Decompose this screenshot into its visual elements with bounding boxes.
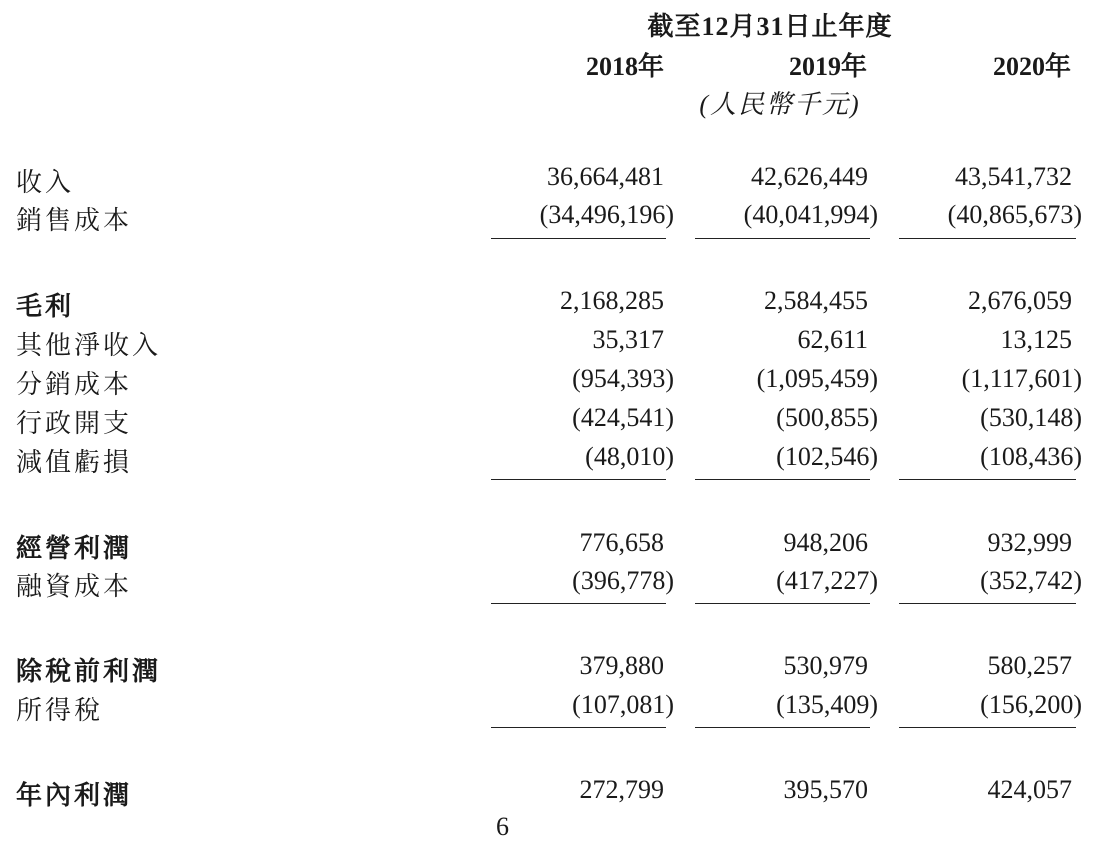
page-number: 6: [496, 812, 509, 841]
cell-finance-costs-2019: (417,227): [776, 566, 878, 595]
subtotal-rule: [899, 238, 1076, 239]
cell-profit-for-year-2020: 424,057: [987, 775, 1072, 804]
subtotal-rule: [491, 727, 666, 728]
row-label-operating-profit: 經營利潤: [16, 534, 133, 563]
row-label-income-tax: 所得稅: [16, 696, 104, 725]
row-label-other-net-income: 其他淨收入: [16, 331, 162, 360]
subtotal-rule: [899, 727, 1076, 728]
cell-operating-profit-2018: 776,658: [579, 528, 664, 557]
period-heading: 截至12月31日止年度: [647, 12, 893, 41]
year-header-2020: 2020年: [992, 52, 1071, 81]
cell-revenue-2019: 42,626,449: [751, 162, 868, 191]
cell-profit-before-tax-2019: 530,979: [783, 651, 868, 680]
cell-income-tax-2020: (156,200): [980, 690, 1082, 719]
row-label-distribution-costs: 分銷成本: [16, 370, 133, 399]
cell-income-tax-2018: (107,081): [572, 690, 674, 719]
row-label-finance-costs: 融資成本: [16, 572, 133, 601]
cell-impairment-losses-2019: (102,546): [776, 442, 878, 471]
subtotal-rule: [491, 603, 666, 604]
cell-gross-profit-2020: 2,676,059: [968, 286, 1072, 315]
cell-distribution-costs-2020: (1,117,601): [961, 364, 1082, 393]
row-label-profit-for-year: 年內利潤: [16, 781, 133, 810]
cell-cost-of-sales-2018: (34,496,196): [539, 200, 674, 229]
year-header-2018: 2018年: [585, 52, 664, 81]
cell-profit-before-tax-2020: 580,257: [987, 651, 1072, 680]
subtotal-rule: [899, 479, 1076, 480]
cell-profit-for-year-2019: 395,570: [783, 775, 868, 804]
subtotal-rule: [491, 238, 666, 239]
cell-other-net-income-2019: 62,611: [797, 325, 868, 354]
row-label-impairment-losses: 減值虧損: [16, 448, 133, 477]
cell-impairment-losses-2018: (48,010): [585, 442, 674, 471]
cell-gross-profit-2019: 2,584,455: [764, 286, 868, 315]
cell-other-net-income-2018: 35,317: [592, 325, 664, 354]
cell-finance-costs-2020: (352,742): [980, 566, 1082, 595]
cell-revenue-2020: 43,541,732: [955, 162, 1072, 191]
cell-gross-profit-2018: 2,168,285: [560, 286, 664, 315]
year-header-2019: 2019年: [788, 52, 867, 81]
cell-finance-costs-2018: (396,778): [572, 566, 674, 595]
row-label-admin-expenses: 行政開支: [16, 409, 133, 438]
subtotal-rule: [695, 479, 870, 480]
cell-other-net-income-2020: 13,125: [1000, 325, 1072, 354]
cell-cost-of-sales-2020: (40,865,673): [947, 200, 1082, 229]
cell-admin-expenses-2019: (500,855): [776, 403, 878, 432]
subtotal-rule: [491, 479, 666, 480]
cell-admin-expenses-2018: (424,541): [572, 403, 674, 432]
currency-unit: (人民幣千元): [699, 90, 861, 119]
cell-profit-for-year-2018: 272,799: [579, 775, 664, 804]
cell-impairment-losses-2020: (108,436): [980, 442, 1082, 471]
cell-operating-profit-2020: 932,999: [987, 528, 1072, 557]
subtotal-rule: [695, 238, 870, 239]
cell-income-tax-2019: (135,409): [776, 690, 878, 719]
subtotal-rule: [695, 727, 870, 728]
subtotal-rule: [899, 603, 1076, 604]
cell-admin-expenses-2020: (530,148): [980, 403, 1082, 432]
cell-profit-before-tax-2018: 379,880: [579, 651, 664, 680]
cell-distribution-costs-2019: (1,095,459): [756, 364, 878, 393]
row-label-revenue: 收入: [16, 168, 75, 197]
cell-operating-profit-2019: 948,206: [783, 528, 868, 557]
subtotal-rule: [695, 603, 870, 604]
row-label-cost-of-sales: 銷售成本: [16, 206, 133, 235]
cell-cost-of-sales-2019: (40,041,994): [743, 200, 878, 229]
cell-distribution-costs-2018: (954,393): [572, 364, 674, 393]
row-label-profit-before-tax: 除稅前利潤: [16, 657, 162, 686]
cell-revenue-2018: 36,664,481: [547, 162, 664, 191]
row-label-gross-profit: 毛利: [16, 292, 75, 321]
